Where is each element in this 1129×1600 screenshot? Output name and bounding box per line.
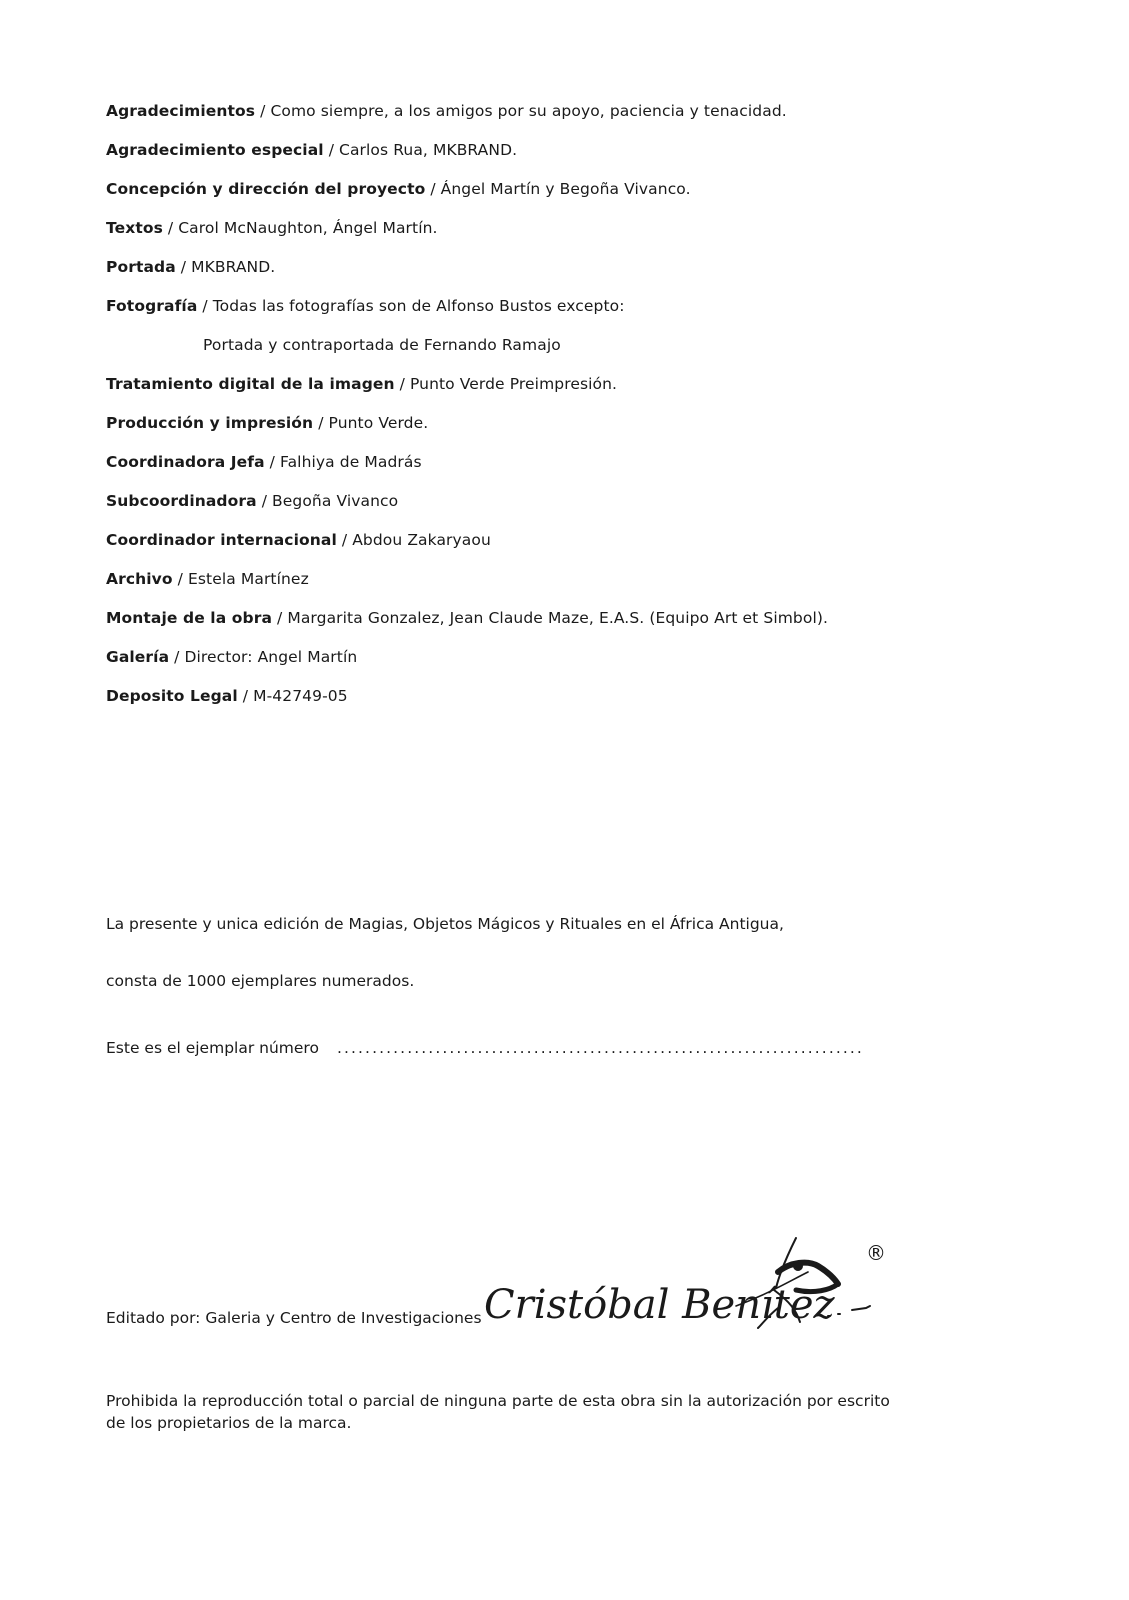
credit-line [106,568,1006,607]
credit-value: Estela Martínez [187,570,309,588]
credit-separator: / [180,258,187,276]
credit-separator: / [174,648,180,666]
copy-number-label: Este es el ejemplar número [106,1039,319,1057]
credit-value: Como siempre, a los amigos por su apoyo, paciencia y tenacidad. [270,102,787,120]
edition-statement: La presente y unica edición de Magias, Objetos Mágicos y Rituales en el África Antigua, [106,915,784,933]
credit-value: Begoña Vivanco [272,492,399,510]
credit-separator: / [277,609,283,627]
credit-line [106,685,1006,724]
credit-line-continuation [106,334,1006,373]
copyright-line: Prohibida la reproducción total o parcial de ninguna parte de esta obra sin la autorización por escrito [106,1392,890,1410]
credit-label: Montaje de la obra [106,609,273,627]
credit-line [106,646,1006,685]
credit-label: Tratamiento digital de la imagen [106,375,395,393]
credit-value: Todas las fotografías son de Alfonso Bustos excepto: [212,297,625,315]
credit-value: Punto Verde. [328,414,429,432]
copyright-line: de los propietarios de la marca. [106,1414,352,1432]
credit-value: MKBRAND. [191,258,276,276]
credit-line [106,529,1006,568]
credit-label: Fotografía [106,297,198,315]
copyright-notice [106,1390,986,1434]
credit-label: Portada [106,258,176,276]
credit-value: Margarita Gonzalez, Jean Claude Maze, E.A.S. (Equipo Art et Simbol). [287,609,829,627]
publisher-credit: Editado por: Galeria y Centro de Investigaciones [106,1309,482,1327]
credit-line [106,295,1006,334]
credit-separator: / [260,102,266,120]
credit-line [106,373,1006,412]
logo-wordmark: Cristóbal Benítez [484,1282,835,1328]
registered-mark: ® [866,1241,886,1265]
credit-separator: / [341,531,348,549]
credits-list [106,100,1006,724]
credit-value: Portada y contraportada de Fernando Ramajo [203,336,561,354]
copy-number-blank: ........................................................................... [336,1039,864,1057]
credit-value: Carlos Rua, MKBRAND. [339,141,518,159]
credit-separator: / [177,570,183,588]
credit-label: Producción y impresión [106,414,314,432]
credit-label: Agradecimiento especial [106,141,324,159]
credit-label: Coordinador internacional [106,531,337,549]
credit-value: Punto Verde Preimpresión. [409,375,618,393]
credit-separator: / [167,219,174,237]
credit-label: Textos [106,219,163,237]
credit-value: M-42749-05 [253,687,348,705]
credit-value: Falhiya de Madrás [279,453,422,471]
credit-label: Agradecimientos [106,102,256,120]
credit-separator: / [328,141,335,159]
credit-value: Director: Angel Martín [184,648,358,666]
credit-label: Concepción y dirección del proyecto [106,180,426,198]
publisher-logo [478,1232,908,1342]
edition-count: consta de 1000 ejemplares numerados. [106,972,415,990]
credit-line [106,451,1006,490]
credit-label: Galería [106,648,170,666]
credit-separator: / [318,414,324,432]
credit-line [106,412,1006,451]
credit-line [106,256,1006,295]
credit-separator: / [202,297,208,315]
credit-line [106,139,1006,178]
credit-value: Abdou Zakaryaou [352,531,491,549]
credit-line [106,178,1006,217]
credit-separator: / [430,180,436,198]
credit-line [106,217,1006,256]
credit-separator: / [399,375,405,393]
credit-line [106,490,1006,529]
credit-label: Deposito Legal [106,687,238,705]
credit-label: Coordinadora Jefa [106,453,265,471]
credit-separator: / [242,687,249,705]
credit-label: Subcoordinadora [106,492,257,510]
credit-separator: / [261,492,268,510]
credit-separator: / [269,453,275,471]
credit-line [106,607,1006,646]
credit-value: Ángel Martín y Begoña Vivanco. [440,180,691,198]
copy-number-line [106,1037,864,1059]
credit-line [106,100,1006,139]
credit-label: Archivo [106,570,173,588]
credit-value: Carol McNaughton, Ángel Martín. [178,219,438,237]
